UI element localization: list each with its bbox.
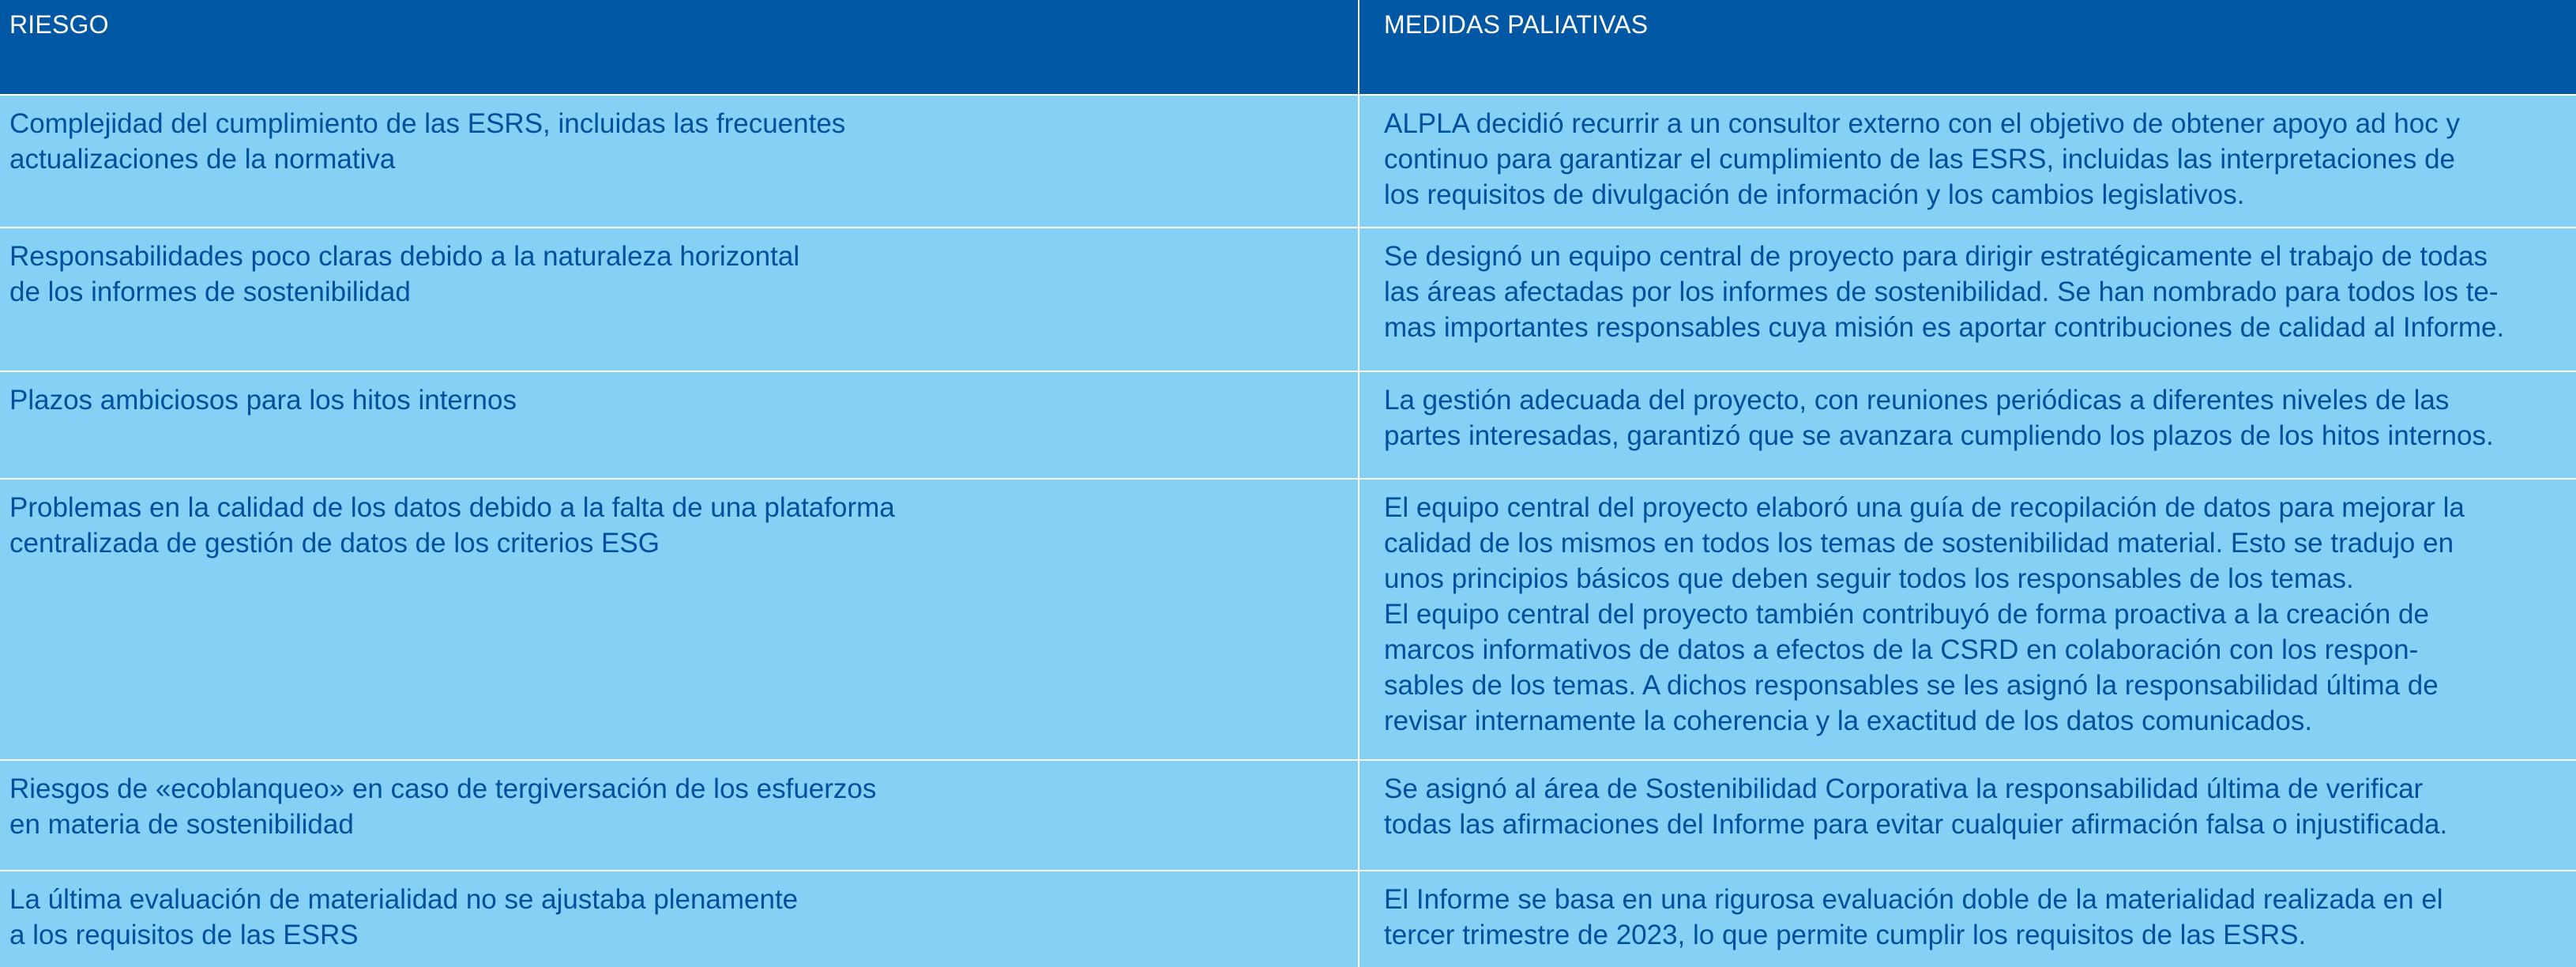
measure-4-line-2: calidad de los mismos en todos los temas de sostenibilidad material. Esto se tradujo en [1384,528,2454,559]
measure-5-line-1: Se asignó al área de Sostenibilidad Corporativa la responsabilidad última de verificar [1384,773,2424,804]
risk-cell-5 [0,759,1358,870]
measure-6-line-1: El Informe se basa en una rigurosa evaluación doble de la materialidad realizada en el [1384,884,2443,915]
risk-2-line-2: de los informes de sostenibilidad [9,277,411,307]
measure-2-line-2: las áreas afectadas por los informes de sostenibilidad. Se han nombrado para todos los te- [1384,277,2499,307]
header-risk: RIESGO [0,0,1358,94]
measure-4-line-3: unos principios básicos que deben seguir todos los responsables de los temas. [1384,563,2354,594]
measure-1-line-3: los requisitos de divulgación de información y los cambios legislativos. [1384,179,2245,210]
measure-cell-6 [1358,870,2576,967]
risk-cell-2 [0,227,1358,371]
risk-3-line-1: Plazos ambiciosos para los hitos internos [9,385,517,416]
measure-4-line-5: marcos informativos de datos a efectos de la CSRD en colaboración con los respon- [1384,634,2419,665]
risk-cell-4 [0,478,1358,759]
risk-6-line-2: a los requisitos de las ESRS [9,920,359,950]
measure-cell-5 [1358,759,2576,870]
risk-1-line-1: Complejidad del cumplimiento de las ESRS, incluidas las frecuentes [9,108,846,139]
risk-5-line-1: Riesgos de «ecoblanqueo» en caso de tergiversación de los esfuerzos [9,773,877,804]
measure-cell-3 [1358,371,2576,478]
risk-cell-1 [0,94,1358,227]
measure-4-line-6: sables de los temas. A dichos responsables se les asignó la responsabilidad última de [1384,670,2439,701]
measure-4-line-7: revisar internamente la coherencia y la exactitud de los datos comunicados. [1384,705,2313,736]
risk-cell-3 [0,371,1358,478]
measure-4-line-1: El equipo central del proyecto elaboró una guía de recopilación de datos para mejorar la [1384,492,2465,523]
measure-3-line-1: La gestión adecuada del proyecto, con reuniones periódicas a diferentes niveles de las [1384,385,2450,416]
measure-3-line-2: partes interesadas, garantizó que se avanzara cumpliendo los plazos de los hitos internos. [1384,420,2494,451]
risk-cell-6 [0,870,1358,967]
measure-cell-4 [1358,478,2576,759]
measure-2-line-1: Se designó un equipo central de proyecto para dirigir estratégicamente el trabajo de todas [1384,241,2488,272]
measure-1-line-1: ALPLA decidió recurrir a un consultor externo con el objetivo de obtener apoyo ad hoc y [1384,108,2460,139]
measure-cell-2 [1358,227,2576,371]
measure-5-line-2: todas las afirmaciones del Informe para evitar cualquier afirmación falsa o injustificada. [1384,809,2448,840]
measure-4-line-4: El equipo central del proyecto también contribuyó de forma proactiva a la creación de [1384,599,2429,630]
header-measures: MEDIDAS PALIATIVAS [1358,0,2576,94]
measure-2-line-3: mas importantes responsables cuya misión es aportar contribuciones de calidad al Informe. [1384,312,2505,343]
measure-1-line-2: continuo para garantizar el cumplimiento de las ESRS, incluidas las interpretaciones de [1384,144,2456,175]
measure-cell-1 [1358,94,2576,227]
measure-6-line-2: tercer trimestre de 2023, lo que permite cumplir los requisitos de las ESRS. [1384,920,2307,950]
risk-4-line-2: centralizada de gestión de datos de los criterios ESG [9,528,660,559]
risk-6-line-1: La última evaluación de materialidad no se ajustaba plenamente [9,884,799,915]
risk-2-line-1: Responsabilidades poco claras debido a la naturaleza horizontal [9,241,800,272]
risk-4-line-1: Problemas en la calidad de los datos debido a la falta de una plataforma [9,492,895,523]
risk-5-line-2: en materia de sostenibilidad [9,809,354,840]
risk-1-line-2: actualizaciones de la normativa [9,144,396,175]
